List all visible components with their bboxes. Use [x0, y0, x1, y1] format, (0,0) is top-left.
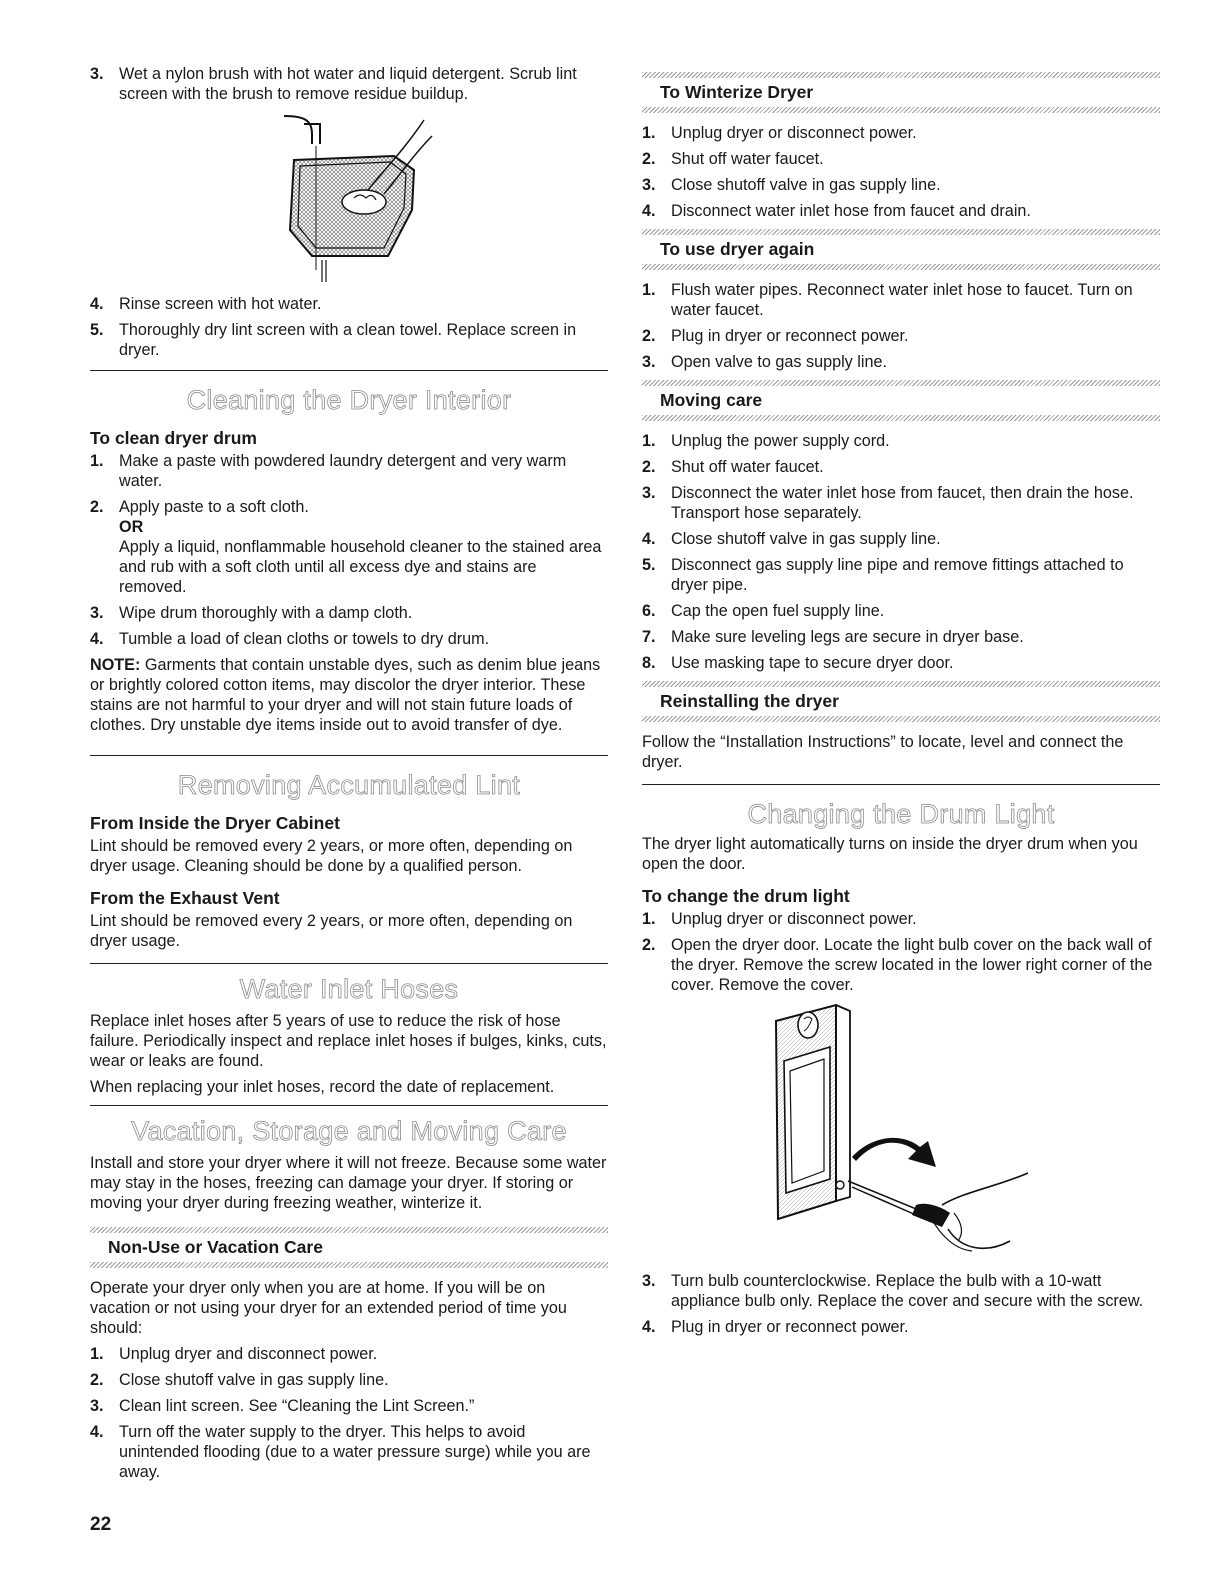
- box-title-non-use: Non-Use or Vacation Care: [108, 1237, 323, 1257]
- step-number: 4.: [642, 530, 656, 548]
- list-item: [642, 601, 1160, 621]
- list-item: [642, 431, 1160, 451]
- vent-text: Lint should be removed every 2 years, or more often, depending on dryer usage.: [90, 912, 573, 950]
- moving-box: [642, 380, 1160, 421]
- step-text: Use masking tape to secure dryer door.: [671, 654, 954, 672]
- winterize-steps: [642, 123, 1160, 221]
- note-text: Garments that contain unstable dyes, such as denim blue jeans or brightly colored cotton items, may discolor the dryer interior. These stains are not harmful to your dryer and will not stain future loads of clothes. Dry unstable dye items inside out to avoid transfer of dye.: [90, 656, 601, 734]
- reinstall-box: [642, 681, 1160, 722]
- step-text: Plug in dryer or reconnect power.: [671, 327, 909, 345]
- list-item: [90, 320, 608, 360]
- step-number: 6.: [642, 602, 656, 620]
- list-item: [642, 1271, 1160, 1311]
- step-number: 1.: [642, 432, 656, 450]
- step-text: Turn off the water supply to the dryer. This helps to avoid unintended flooding (due to a water pressure surge) while you are away.: [119, 1423, 591, 1481]
- drum-light-steps-b: [642, 1271, 1160, 1337]
- list-item: [642, 326, 1160, 346]
- step-number: 1.: [642, 910, 656, 928]
- use-again-box: [642, 229, 1160, 270]
- section-title-drum-light: Changing the Drum Light: [747, 799, 1055, 829]
- section-divider: [642, 784, 1160, 785]
- drum-light-intro: The dryer light automatically turns on inside the dryer drum when you open the door.: [642, 835, 1138, 873]
- list-item: [90, 1396, 608, 1416]
- list-item: [642, 653, 1160, 673]
- list-item: [642, 123, 1160, 143]
- step-number: 1.: [90, 1345, 104, 1363]
- box-title-reinstall: Reinstalling the dryer: [660, 691, 839, 711]
- step-text: Close shutoff valve in gas supply line.: [119, 1371, 389, 1389]
- subheading-exhaust-vent: From the Exhaust Vent: [90, 888, 280, 908]
- note-label: NOTE:: [90, 656, 141, 674]
- list-item: [90, 1344, 608, 1364]
- step-number: 5.: [642, 556, 656, 574]
- subheading-change-light: To change the drum light: [642, 886, 850, 906]
- section-divider: [90, 755, 608, 756]
- section-divider: [90, 963, 608, 964]
- step-text: Disconnect gas supply line pipe and remove fittings attached to dryer pipe.: [671, 556, 1124, 594]
- section-divider: [90, 370, 608, 371]
- step-text: Shut off water faucet.: [671, 458, 824, 476]
- step-number: 1.: [642, 281, 656, 299]
- cabinet-text: Lint should be removed every 2 years, or more often, depending on dryer usage. Cleaning should be done by a qualified person.: [90, 837, 573, 875]
- list-item: [642, 935, 1160, 995]
- step-alt-text: Apply a liquid, nonflammable household cleaner to the stained area and rub with a soft cloth until all excess dye and stains are removed.: [119, 538, 602, 596]
- or-label: OR: [119, 518, 144, 536]
- drum-light-cover-illustration: [642, 1001, 1160, 1263]
- step-text: Shut off water faucet.: [671, 150, 824, 168]
- list-item: 2. Apply paste to a soft cloth. OR Apply a liquid, nonflammable household cleaner to the stained area and rub with a soft cloth until all excess dye and stains are removed.: [90, 497, 608, 597]
- vacation-box-intro: Operate your dryer only when you are at home. If you will be on vacation or not using your dryer for an extended period of time you should:: [90, 1279, 567, 1337]
- step-text: Open the dryer door. Locate the light bulb cover on the back wall of the dryer. Remove the screw located in the lower right corner of the cover. Remove the cover.: [671, 936, 1153, 994]
- step-number: 3.: [642, 1272, 656, 1290]
- list-item: [642, 483, 1160, 523]
- step-text: Unplug dryer or disconnect power.: [671, 124, 917, 142]
- step-number: 2.: [642, 150, 656, 168]
- step-text: Unplug dryer or disconnect power.: [671, 910, 917, 928]
- list-item: [642, 555, 1160, 595]
- step-number: 2.: [642, 327, 656, 345]
- list-item: [642, 627, 1160, 647]
- section-title-removing-lint: Removing Accumulated Lint: [177, 770, 521, 800]
- step-number: 4.: [90, 1423, 104, 1441]
- step-number: 5.: [90, 321, 104, 339]
- winterize-box: [642, 72, 1160, 113]
- moving-steps: [642, 431, 1160, 673]
- step-text: Thoroughly dry lint screen with a clean towel. Replace screen in dryer.: [119, 321, 577, 359]
- vacation-intro: Install and store your dryer where it will not freeze. Because some water may stay in the hoses, freezing can damage your dryer. If storing or moving your dryer during freezing weather, winterize it.: [90, 1154, 607, 1212]
- step-text: Close shutoff valve in gas supply line.: [671, 176, 941, 194]
- section-title-cleaning-interior: Cleaning the Dryer Interior: [186, 385, 512, 415]
- list-item: [642, 1317, 1160, 1337]
- step-text: Disconnect the water inlet hose from faucet, then drain the hose. Transport hose separately.: [671, 484, 1134, 522]
- subheading-dryer-cabinet: From Inside the Dryer Cabinet: [90, 813, 340, 833]
- box-title-winterize: To Winterize Dryer: [660, 82, 814, 102]
- list-item: [90, 294, 608, 314]
- list-item: [642, 352, 1160, 372]
- step-text: Disconnect water inlet hose from faucet and drain.: [671, 202, 1031, 220]
- step-number: 4.: [642, 202, 656, 220]
- note-unstable-dyes: [90, 655, 608, 735]
- step-number: 2.: [642, 936, 656, 954]
- lint-screen-steps-a: [90, 64, 608, 104]
- step-text: Make sure leveling legs are secure in dryer base.: [671, 628, 1024, 646]
- use-again-steps: [642, 280, 1160, 372]
- box-title-use-again: To use dryer again: [660, 239, 815, 259]
- list-item: 3. Wipe drum thoroughly with a damp cloth.: [90, 604, 413, 622]
- hoses-text-2: When replacing your inlet hoses, record the date of replacement.: [90, 1078, 555, 1096]
- list-item: [642, 175, 1160, 195]
- step-number: 3.: [90, 1397, 104, 1415]
- step-text: Rinse screen with hot water.: [119, 295, 322, 313]
- step-text: Apply paste to a soft cloth.: [119, 498, 309, 516]
- lint-screen-steps-b: [90, 294, 608, 360]
- section-title-vacation-storage: Vacation, Storage and Moving Care: [131, 1116, 567, 1146]
- step-text: Clean lint screen. See “Cleaning the Lint Screen.”: [119, 1397, 475, 1415]
- step-number: 1.: [642, 124, 656, 142]
- list-item: [642, 457, 1160, 477]
- step-number: 3.: [642, 353, 656, 371]
- lint-screen-brush-illustration: [90, 110, 608, 290]
- section-divider: [90, 1105, 608, 1106]
- list-item: [90, 64, 608, 104]
- step-number: 4.: [90, 295, 104, 313]
- step-text: Plug in dryer or reconnect power.: [671, 1318, 909, 1336]
- list-item: [642, 909, 1160, 929]
- step-number: 2.: [642, 458, 656, 476]
- step-number: 3.: [642, 176, 656, 194]
- step-text: Open valve to gas supply line.: [671, 353, 887, 371]
- step-text: Unplug dryer and disconnect power.: [119, 1345, 378, 1363]
- step-text: Unplug the power supply cord.: [671, 432, 890, 450]
- drum-light-steps-a: [642, 909, 1160, 995]
- step-number: 3.: [642, 484, 656, 502]
- list-item: [90, 1370, 608, 1390]
- step-number: 4.: [642, 1318, 656, 1336]
- step-number: 8.: [642, 654, 656, 672]
- list-item: 1. Make a paste with powdered laundry detergent and very warm water.: [90, 452, 567, 490]
- step-text: Flush water pipes. Reconnect water inlet hose to faucet. Turn on water faucet.: [671, 281, 1133, 319]
- vacation-steps: [90, 1344, 608, 1482]
- section-title-water-hoses: Water Inlet Hoses: [239, 974, 459, 1004]
- list-item: 4. Tumble a load of clean cloths or towels to dry drum.: [90, 630, 490, 648]
- step-text: Turn bulb counterclockwise. Replace the bulb with a 10-watt appliance bulb only. Replace the cover and secure with the screw.: [671, 1272, 1144, 1310]
- step-text: Close shutoff valve in gas supply line.: [671, 530, 941, 548]
- box-title-moving: Moving care: [660, 390, 763, 410]
- page-number: 22: [90, 1514, 112, 1535]
- list-item: [642, 201, 1160, 221]
- step-number: 2.: [90, 1371, 104, 1389]
- step-text: Cap the open fuel supply line.: [671, 602, 885, 620]
- right-column: [642, 72, 1160, 1343]
- step-text: Wet a nylon brush with hot water and liquid detergent. Scrub lint screen with the brush to remove residue buildup.: [119, 65, 577, 103]
- list-item: [642, 149, 1160, 169]
- list-item: [642, 280, 1160, 320]
- reinstall-text: Follow the “Installation Instructions” to locate, level and connect the dryer.: [642, 733, 1124, 771]
- clean-drum-steps: [90, 451, 608, 649]
- left-column: [90, 64, 608, 1488]
- hoses-text-1: Replace inlet hoses after 5 years of use to reduce the risk of hose failure. Periodically inspect and replace inlet hoses if bulges, kinks, cuts, wear or leaks are found.: [90, 1012, 607, 1070]
- step-number: 7.: [642, 628, 656, 646]
- step-number: 3.: [90, 65, 104, 83]
- non-use-vacation-box: [90, 1227, 608, 1268]
- list-item: [90, 1422, 608, 1482]
- list-item: [642, 529, 1160, 549]
- subheading-clean-drum: To clean dryer drum: [90, 428, 257, 448]
